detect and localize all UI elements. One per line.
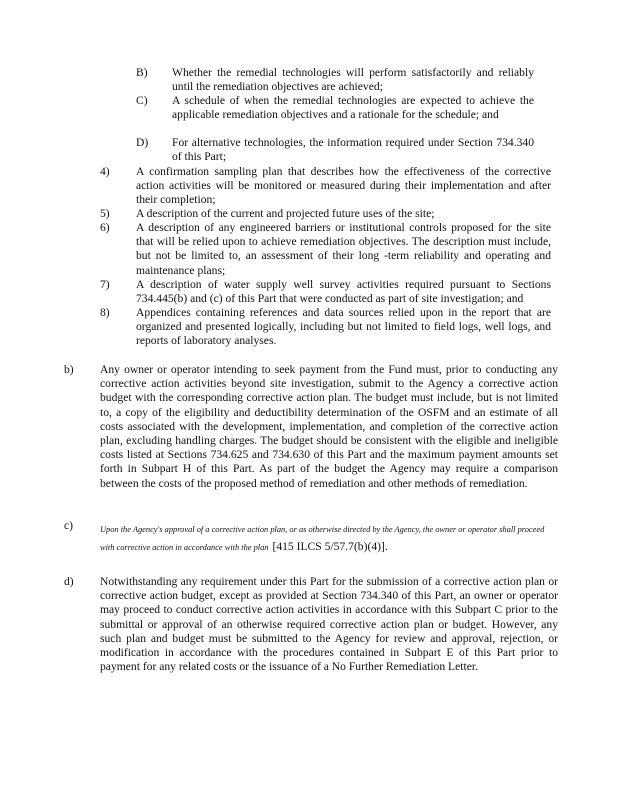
list-item — [100, 306, 551, 349]
section-text-wrap — [100, 519, 548, 555]
item-label: D) — [136, 136, 149, 149]
item-label: C) — [136, 94, 148, 107]
section-label: b) — [64, 363, 74, 376]
list-item — [136, 136, 534, 164]
list-item — [136, 66, 534, 94]
item-text: For alternative technologies, the information required under Section 734.340 of this Part; — [172, 136, 534, 164]
item-text: A description of the current and projected future uses of the site; — [136, 207, 435, 220]
section-label: d) — [64, 575, 74, 588]
item-text: A description of water supply well survey activities required pursuant to Sections 734.445(b) and (c) of this Part that were conducted as part of site investigation; and — [136, 278, 551, 306]
item-label: 7) — [100, 278, 110, 291]
item-text: A schedule of when the remedial technologies are expected to achieve the applicable remediation objectives and a rationale for the schedule; and — [172, 94, 534, 122]
list-item — [100, 207, 551, 221]
item-label: 8) — [100, 306, 110, 319]
section-d — [64, 575, 558, 674]
list-item — [136, 94, 534, 122]
item-label: 4) — [100, 165, 110, 178]
item-text: Whether the remedial technologies will perform satisfactorily and reliably until the remediation objectives are achieved; — [172, 66, 534, 94]
section-label: c) — [64, 519, 74, 532]
item-text: A description of any engineered barriers or institutional controls proposed for the site that will be relied upon to achieve remediation objectives. The description must include, but not be limited to, an assessment of their long -term reliability and operating and maintenance plans; — [136, 221, 551, 277]
section-b — [64, 363, 558, 491]
section-text: Any owner or operator intending to seek payment from the Fund must, prior to conducting any corrective action activities beyond site investigation, submit to the Agency a corrective action budget with the corresponding corrective action plan. The budget must include, but is not limited to, a copy of the eligibility and deductibility determination of the OSFM and an estimate of all costs associated with the development, implementation, and completion of the corrective action plan, excluding handling charges. The budget should be consistent with the eligible and ineligible costs listed at Sections 734.625 and 734.630 of this Part and the maximum payment amounts set forth in Subpart H of this Part. As part of the budget the Agency may require a comparison between the costs of the proposed method of remediation and other methods of remediation. — [100, 363, 558, 490]
item-label: B) — [136, 66, 148, 79]
list-item — [100, 278, 551, 306]
item-label: 5) — [100, 207, 110, 220]
list-item — [100, 221, 551, 278]
list-item — [100, 165, 551, 208]
item-text: A confirmation sampling plan that describes how the effectiveness of the corrective action activities will be monitored or measured during their implementation and after their completion; — [136, 165, 551, 207]
section-c — [64, 519, 548, 555]
item-text: Appendices containing references and data sources relied upon in the report that are organized and presented logically, including but not limited to field logs, well logs, and reports of laboratory analyses. — [136, 306, 551, 348]
section-text: Notwithstanding any requirement under this Part for the submission of a corrective action plan or corrective action budget, except as provided at Section 734.340 of this Part, an owner or operator may proceed to conduct corrective action activities in accordance with this Subpart C prior to the submittal or approval of an otherwise required corrective action plan or budget. However, any such plan and budget must be submitted to the Agency for review and approval, rejection, or modification in accordance with the procedures contained in Subpart E of this Part prior to payment for any related costs or the issuance of a No Further Remediation Letter. — [100, 575, 558, 674]
section-text: Upon the Agency's approval of a corrective action plan, or as otherwise directed by the Agency, the owner or operator shall proceed with corrective action in accordance with the plan — [100, 525, 545, 552]
statute-citation: [415 ILCS 5/57.7(b)(4)]. — [272, 540, 388, 553]
item-label: 6) — [100, 221, 110, 234]
